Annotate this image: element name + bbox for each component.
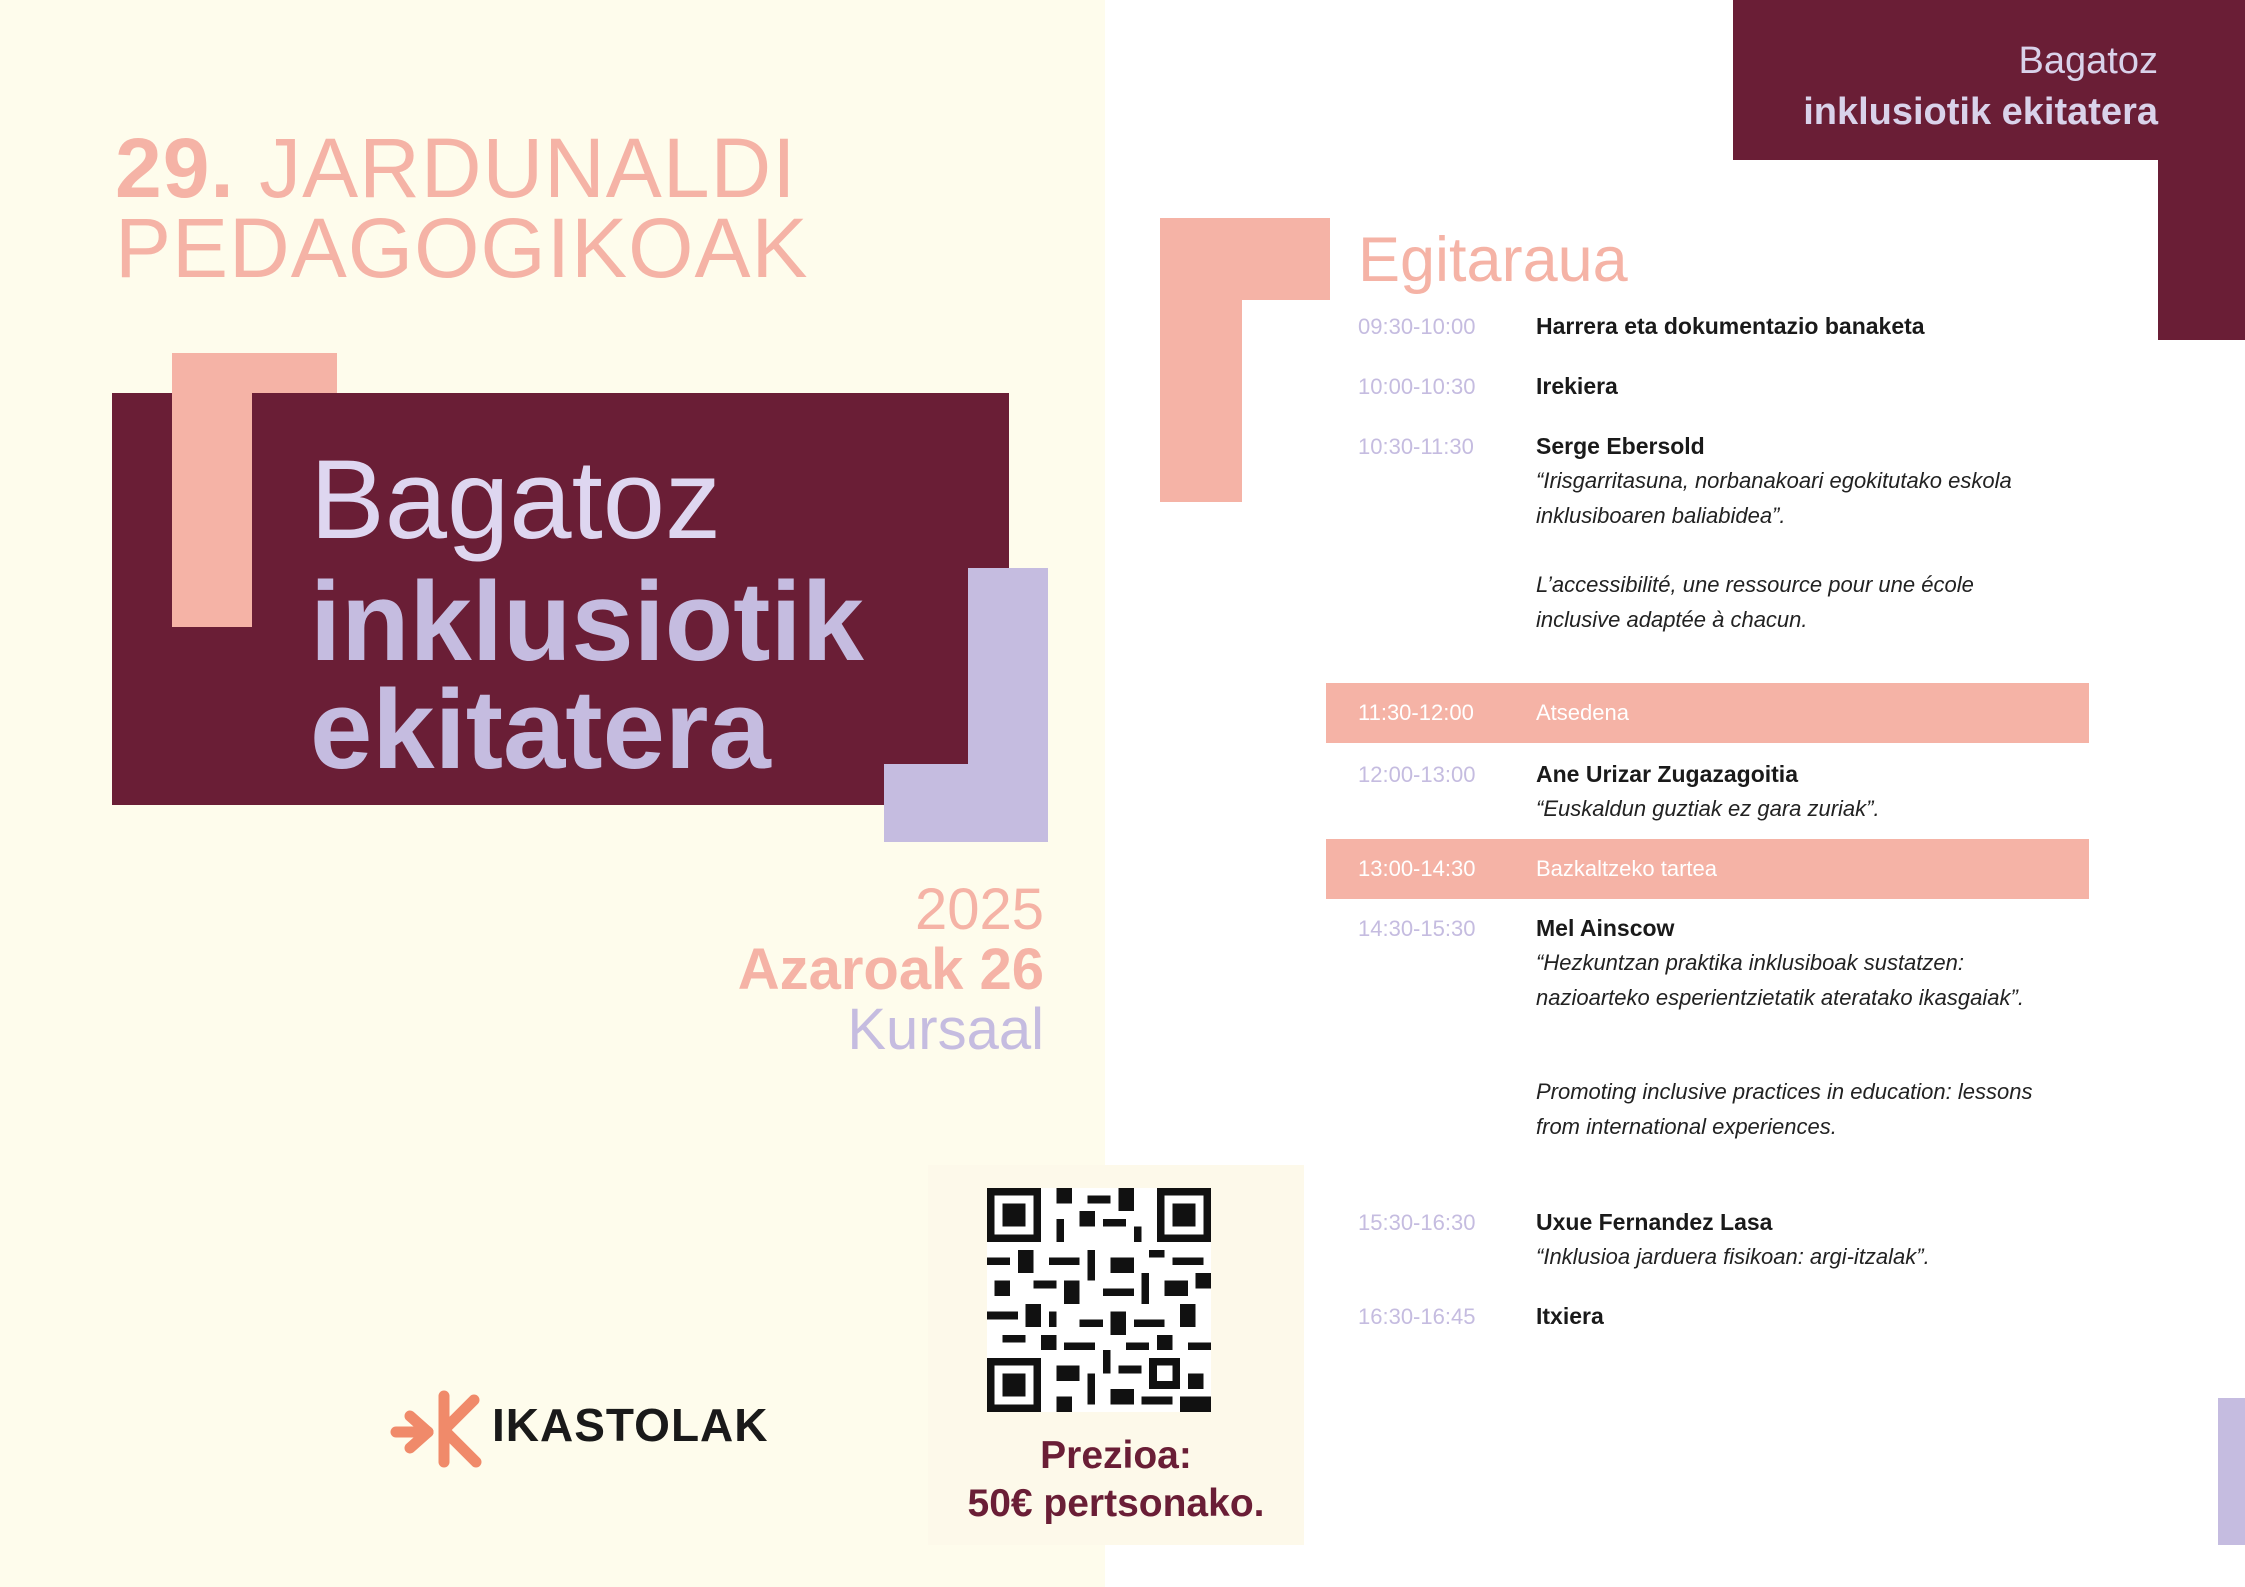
price-label: Prezioa: bbox=[1040, 1434, 1192, 1477]
program-bracket-decoration-top bbox=[1160, 218, 1330, 300]
price-value: 50€ pertsonako. bbox=[967, 1482, 1265, 1525]
conference-title-line1: JARDUNALDI bbox=[259, 121, 797, 215]
break-label: Atsedena bbox=[1536, 700, 1629, 725]
speaker-name: Uxue Fernandez Lasa bbox=[1536, 1209, 1773, 1235]
schedule-time: 13:00-14:30 bbox=[1358, 856, 1476, 881]
qr-code-icon[interactable] bbox=[987, 1188, 1211, 1412]
lavender-bracket-decoration-bottom bbox=[884, 764, 1048, 842]
header-title-line2: inklusiotik ekitatera bbox=[1803, 91, 2158, 133]
speaker-name: Ane Urizar Zugazagoitia bbox=[1536, 761, 1798, 787]
corner-decoration bbox=[2218, 1398, 2245, 1545]
schedule-time: 15:30-16:30 bbox=[1358, 1210, 1476, 1235]
schedule-time: 10:30-11:30 bbox=[1358, 434, 1474, 459]
conference-title bbox=[115, 121, 1015, 295]
ikastolak-logo-text: IKASTOLAK bbox=[492, 1399, 769, 1451]
talk-title-english: Promoting inclusive practices in education: lessons from international experiences. bbox=[1536, 1079, 2033, 1139]
talk-title-french: L’accessibilité, une ressource pour une école inclusive adaptée à chacun. bbox=[1536, 572, 1974, 632]
event-date: Azaroak 26 bbox=[737, 937, 1044, 1002]
pink-bracket-decoration-top bbox=[172, 353, 337, 393]
pink-bracket-decoration bbox=[172, 353, 252, 627]
speaker-name: Mel Ainscow bbox=[1536, 915, 1675, 941]
schedule-time: 12:00-13:00 bbox=[1358, 762, 1476, 787]
conference-number: 29. bbox=[115, 121, 235, 215]
event-year: 2025 bbox=[914, 877, 1044, 942]
schedule-time: 10:00-10:30 bbox=[1358, 374, 1476, 399]
talk-title-basque: “Euskaldun guztiak ez gara zuriak”. bbox=[1536, 796, 1880, 821]
hero-title-line1: Bagatoz bbox=[310, 437, 721, 562]
hero-title-line3: ekitatera bbox=[310, 667, 771, 792]
speaker-name: Serge Ebersold bbox=[1536, 433, 1705, 459]
hero-title-line2: inklusiotik bbox=[310, 559, 864, 684]
talk-title-basque: “Hezkuntzan praktika inklusiboak sustatzen: nazioarteko esperientzietatik ateratako ikasgaiak”. bbox=[1536, 950, 2024, 1010]
schedule-title: Itxiera bbox=[1536, 1303, 1604, 1329]
header-title-line1: Bagatoz bbox=[2018, 40, 2158, 82]
event-venue: Kursaal bbox=[847, 997, 1044, 1062]
talk-title-basque: “Irisgarritasuna, norbanakoari egokitutako eskola inklusiboaren baliabidea”. bbox=[1536, 468, 2012, 528]
conference-title-line2: PEDAGOGIKOAK bbox=[115, 201, 809, 295]
talk-title-basque: “Inklusioa jarduera fisikoan: argi-itzalak”. bbox=[1536, 1244, 1930, 1269]
schedule-time: 09:30-10:00 bbox=[1358, 314, 1476, 339]
schedule-time: 11:30-12:00 bbox=[1358, 700, 1474, 725]
schedule-title: Irekiera bbox=[1536, 373, 1618, 399]
schedule-title: Harrera eta dokumentazio banaketa bbox=[1536, 313, 1925, 339]
program-title: Egitaraua bbox=[1358, 225, 1628, 295]
schedule-time: 14:30-15:30 bbox=[1358, 916, 1476, 941]
lunch-label: Bazkaltzeko tartea bbox=[1536, 856, 1717, 881]
schedule-time: 16:30-16:45 bbox=[1358, 1304, 1476, 1329]
